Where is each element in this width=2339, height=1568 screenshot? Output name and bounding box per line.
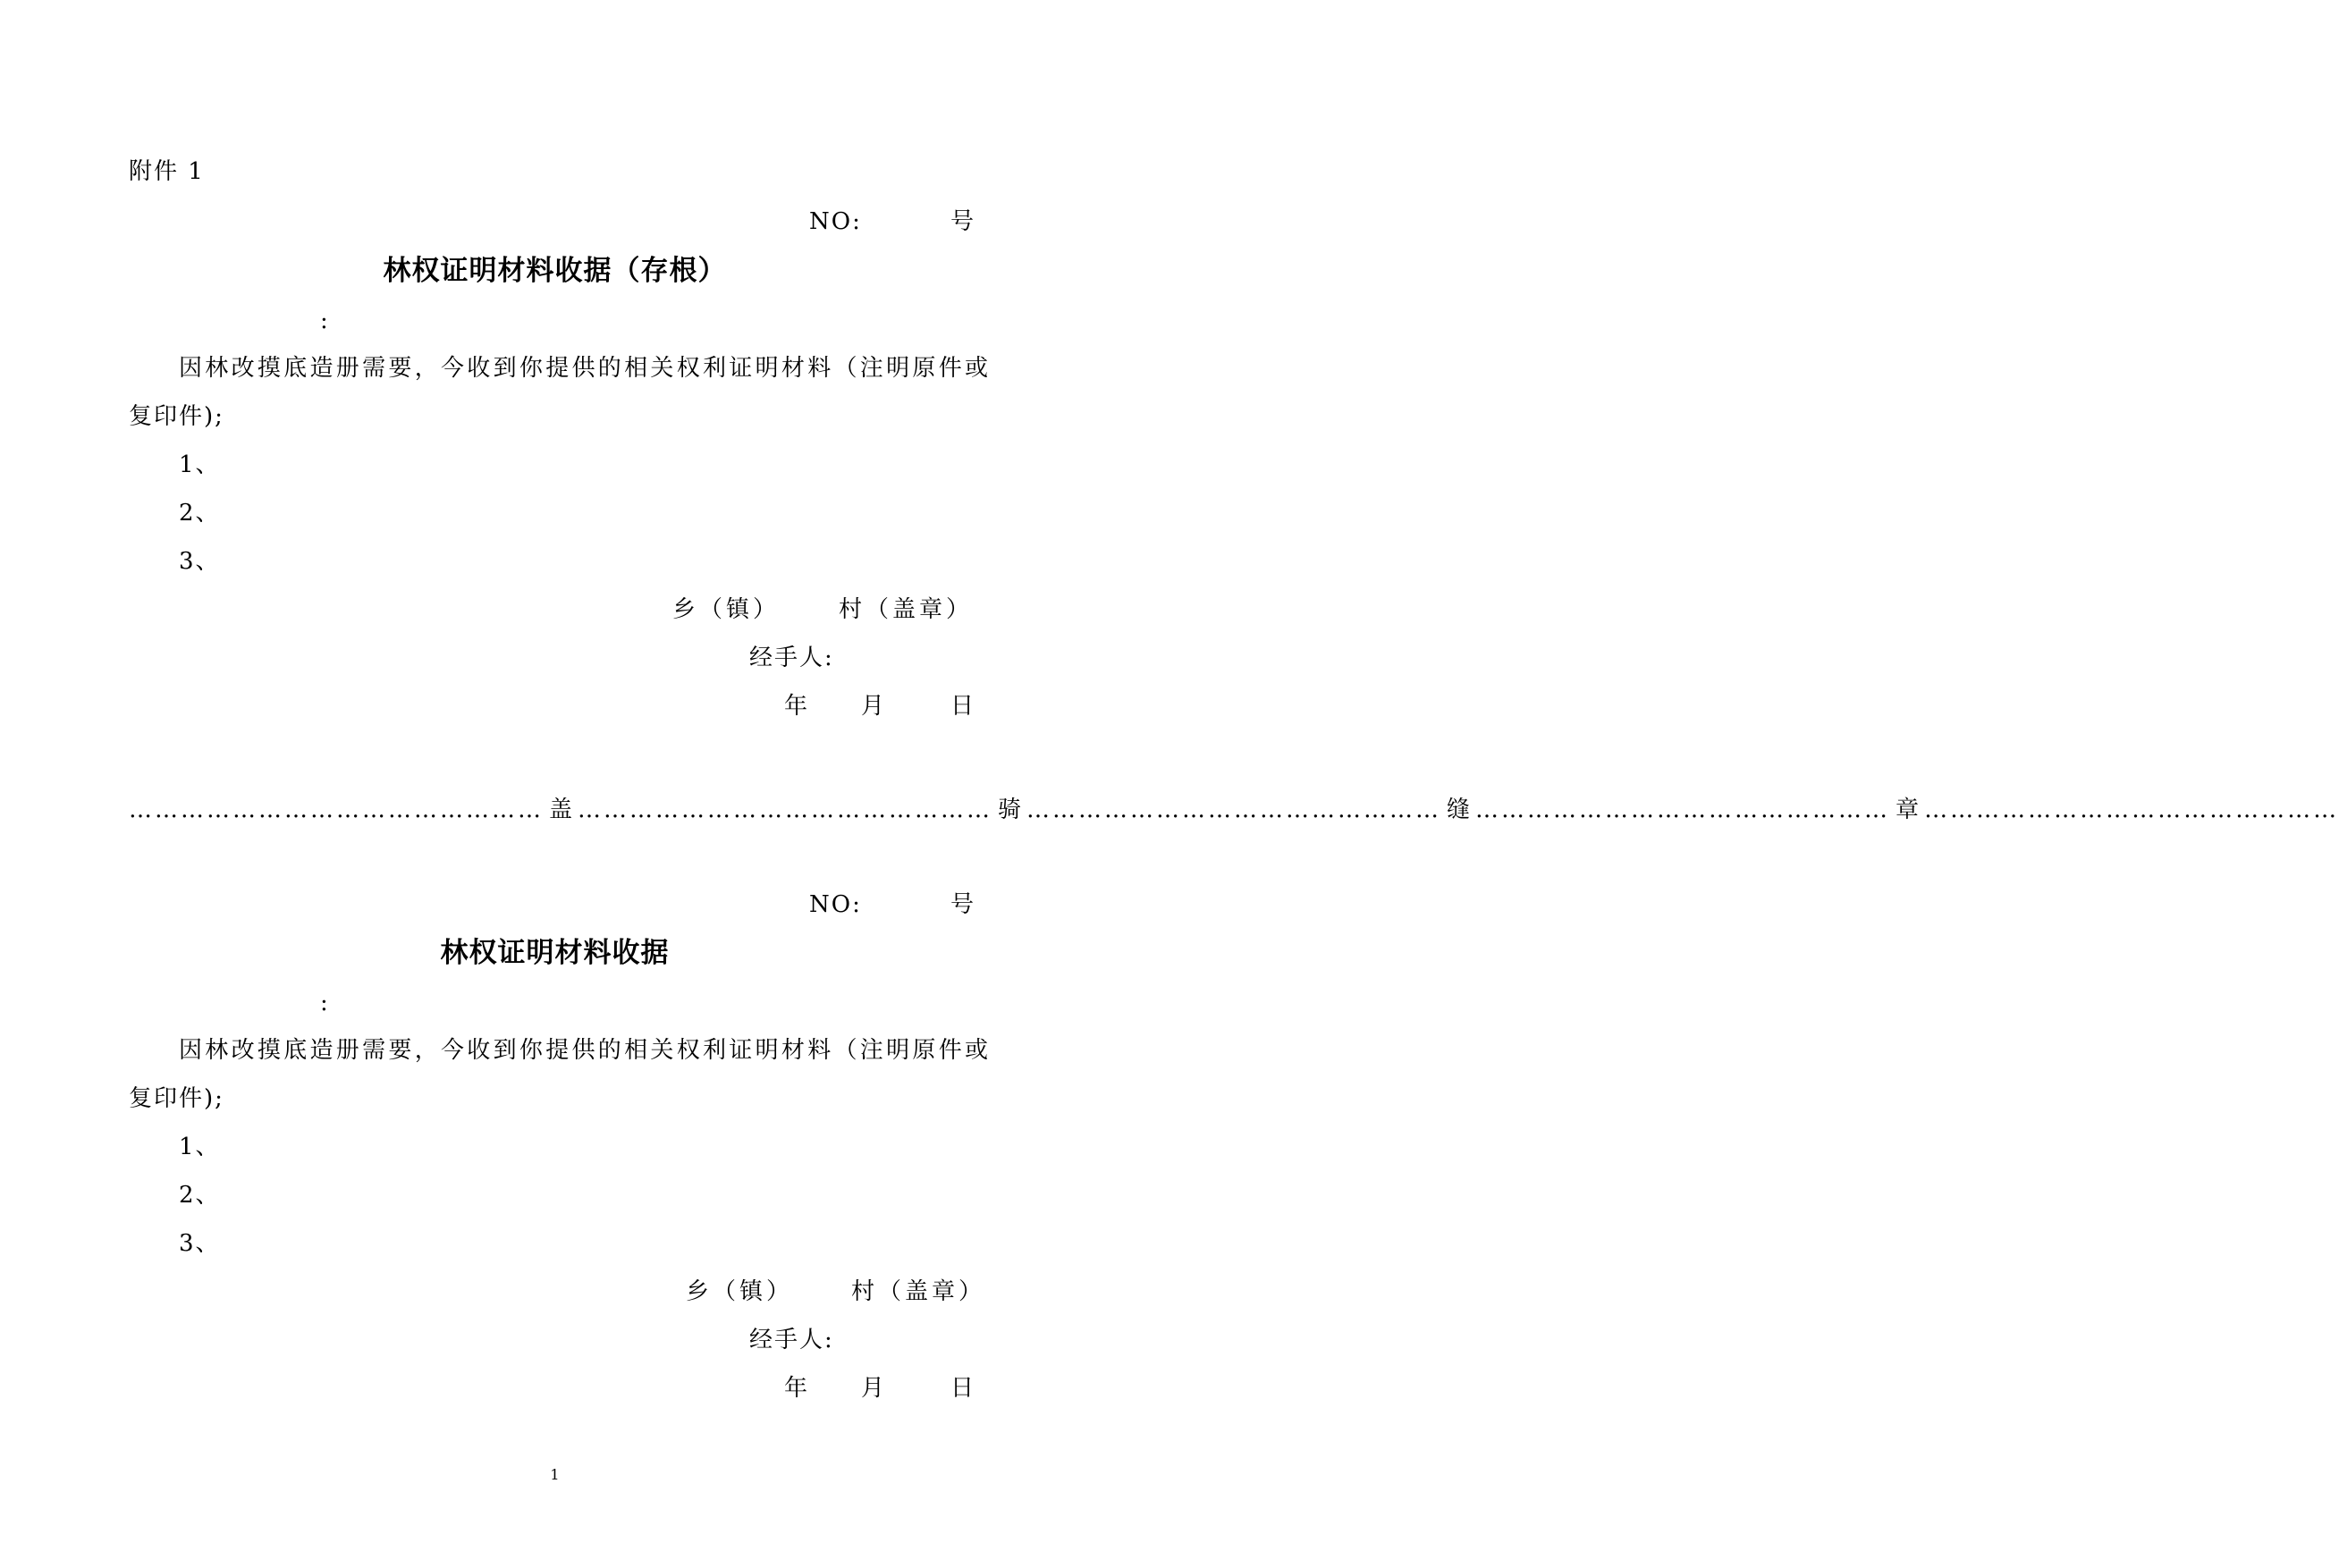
stub-addressee-colon: : bbox=[320, 308, 330, 334]
receipt-body-line2: 复印件); bbox=[129, 1085, 224, 1112]
stub-body-line1: 因林改摸底造册需要，今收到你提供的相关权利证明材料（注明原件或 bbox=[179, 355, 992, 382]
receipt-item-1: 1、 bbox=[179, 1134, 221, 1160]
seam-dots: ………………………………………… bbox=[1924, 797, 2339, 823]
seam-dots: ………………………………………… bbox=[129, 797, 544, 823]
receipt-no-suffix: 号 bbox=[950, 891, 976, 918]
seam-char-zhang: 章 bbox=[1896, 797, 1920, 823]
stub-no-label: NO: bbox=[809, 208, 862, 235]
stub-title: 林权证明材料收据（存根） bbox=[383, 255, 727, 287]
stub-month: 月 bbox=[861, 693, 887, 720]
receipt-day: 日 bbox=[950, 1375, 976, 1402]
seam-dots: ………………………………………… bbox=[1475, 797, 1891, 823]
receipt-handler: 经手人: bbox=[749, 1327, 834, 1353]
seam-char-feng: 缝 bbox=[1447, 797, 1471, 823]
receipt-addressee-colon: : bbox=[320, 990, 330, 1016]
receipt-body-line1: 因林改摸底造册需要，今收到你提供的相关权利证明材料（注明原件或 bbox=[179, 1037, 992, 1064]
stub-day: 日 bbox=[950, 693, 976, 720]
seam-char-gai: 盖 bbox=[549, 797, 573, 823]
stub-item-3: 3、 bbox=[179, 548, 221, 575]
receipt-item-2: 2、 bbox=[179, 1182, 221, 1209]
receipt-year: 年 bbox=[784, 1375, 810, 1402]
receipt-item-3: 3、 bbox=[179, 1230, 221, 1257]
stub-village-seal: 村（盖章） bbox=[839, 596, 974, 623]
receipt-no-label: NO: bbox=[809, 891, 862, 918]
stub-year: 年 bbox=[784, 693, 810, 720]
stub-body-line2: 复印件); bbox=[129, 403, 224, 430]
receipt-title: 林权证明材料收据 bbox=[440, 937, 670, 969]
page-number: 1 bbox=[550, 1466, 560, 1483]
stub-no-suffix: 号 bbox=[950, 208, 976, 235]
seam-char-qi: 骑 bbox=[998, 797, 1022, 823]
receipt-village-seal: 村（盖章） bbox=[851, 1278, 986, 1305]
stub-handler: 经手人: bbox=[749, 645, 834, 671]
stub-item-2: 2、 bbox=[179, 500, 221, 527]
seam-dots: ………………………………………… bbox=[1026, 797, 1442, 823]
seam-stamp-line bbox=[129, 796, 2339, 824]
receipt-month: 月 bbox=[861, 1375, 887, 1402]
stub-township: 乡（镇） bbox=[672, 596, 781, 623]
receipt-township: 乡（镇） bbox=[686, 1278, 794, 1305]
seam-dots: ………………………………………… bbox=[578, 797, 993, 823]
stub-item-1: 1、 bbox=[179, 451, 221, 478]
attachment-label: 附件 1 bbox=[129, 158, 205, 185]
